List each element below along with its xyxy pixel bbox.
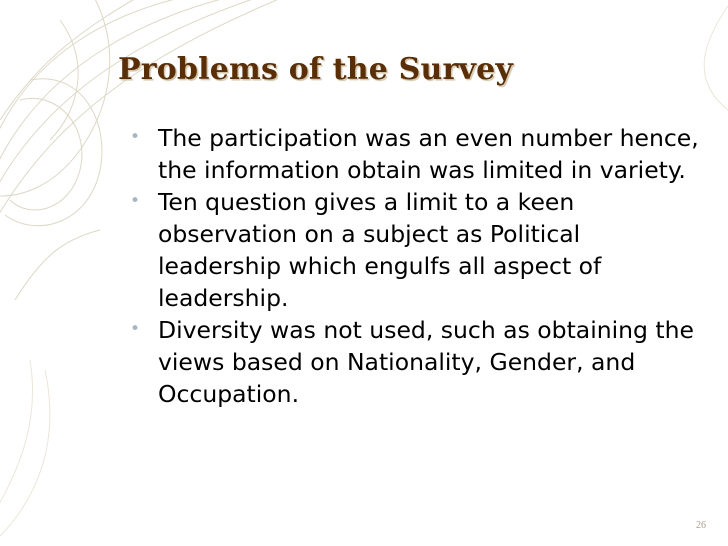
list-item [128, 186, 708, 314]
bullet-icon: • [130, 319, 141, 339]
bullet-text: The participation was an even number hence, the information obtain was limited in variety. [158, 124, 699, 184]
bullet-text: Ten question gives a limit to a keen observation on a subject as Political leadership which engulfs all aspect of leadership. [158, 188, 602, 312]
list-item [128, 122, 708, 186]
bullet-icon: • [130, 191, 141, 211]
page-number: 26 [696, 520, 706, 531]
bullet-list [128, 122, 708, 410]
slide-title: Problems of the Survey [118, 52, 514, 87]
bullet-text: Diversity was not used, such as obtaining the views based on Nationality, Gender, and Occupation. [158, 316, 695, 408]
list-item [128, 314, 708, 410]
bullet-icon: • [130, 127, 141, 147]
